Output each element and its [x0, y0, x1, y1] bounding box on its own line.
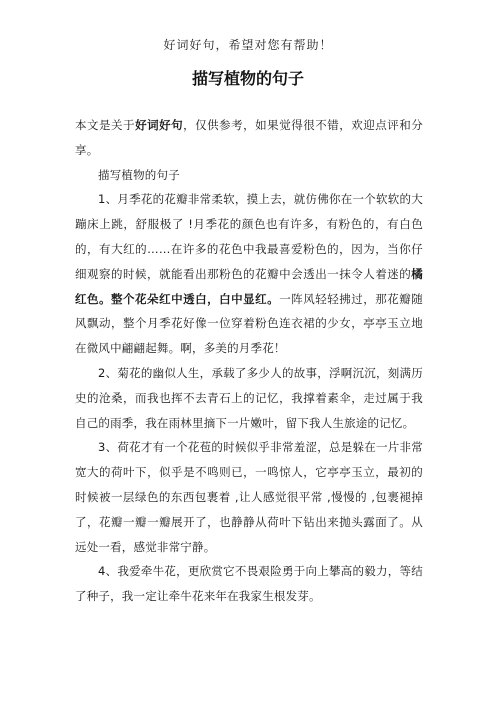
- paragraph-4: 4、我爱牵牛花，更欣赏它不畏艰险勇于向上攀高的毅力，等结了种子，我一定让牵牛花来年在我家生根发芽。: [75, 564, 423, 604]
- intro-paragraph: [75, 113, 423, 163]
- document-body: [75, 113, 423, 609]
- intro-prefix: 本文是关于: [75, 118, 136, 132]
- intro-suffix: ，仅供参考，如果觉得很不错，欢迎点评和分享。: [75, 118, 424, 157]
- paragraph-1: [75, 187, 423, 361]
- header-note: 好词好句，希望对您有帮助！: [163, 38, 333, 52]
- intro-keyword: 好词好句: [135, 118, 184, 132]
- paragraph-1-bold: 橘红色。整个花朵红中透白，白中显红。: [75, 266, 423, 306]
- paragraph-2: 2、菊花的幽似人生，承载了多少人的故事，浮啊沉沉，刻满历史的沧桑，而我也挥不去青石上的记忆，我撑着素伞，走过属于我自己的雨季，我在雨林里摘下一片嫩叶，留下我人生旅途的记忆。: [75, 365, 423, 430]
- section-heading: 描写植物的句子: [98, 167, 180, 182]
- paragraph-1-text: 1、月季花的花瓣非常柔软，摸上去，就仿佛你在一个软软的大蹦床上跳，舒服极了 !月季花的颜色也有许多，有粉色的，有白色的，有大红的……在许多的花色中我最喜爱粉色的，因为，当你仔细观察的时候，就能看出那粉色的花瓣中会透出一抹令人着迷的: [75, 192, 423, 281]
- paragraph-3: 3、荷花才有一个花苞的时候似乎非常羞涩，总是躲在一片非常宽大的荷叶下，似乎是不鸣则已，一鸣惊人，它亭亭玉立，最初的时候被一层绿色的东西包裹着 ,让人感觉很平常 ,慢慢的 ,包裹褪掉了，花瓣一瓣一瓣展开了，也静静从荷叶下钻出来抛头露面了。从远处一看，感觉非常宁静。: [75, 440, 423, 554]
- page-title: 描写植物的句子: [191, 69, 304, 88]
- paragraph-1-text2: 一阵风轻轻拂过，那花瓣随风飘动，整个月季花好像一位穿着粉色连衣裙的少女，亭亭玉立地在微风中翩翩起舞。啊，多美的月季花！: [75, 291, 423, 356]
